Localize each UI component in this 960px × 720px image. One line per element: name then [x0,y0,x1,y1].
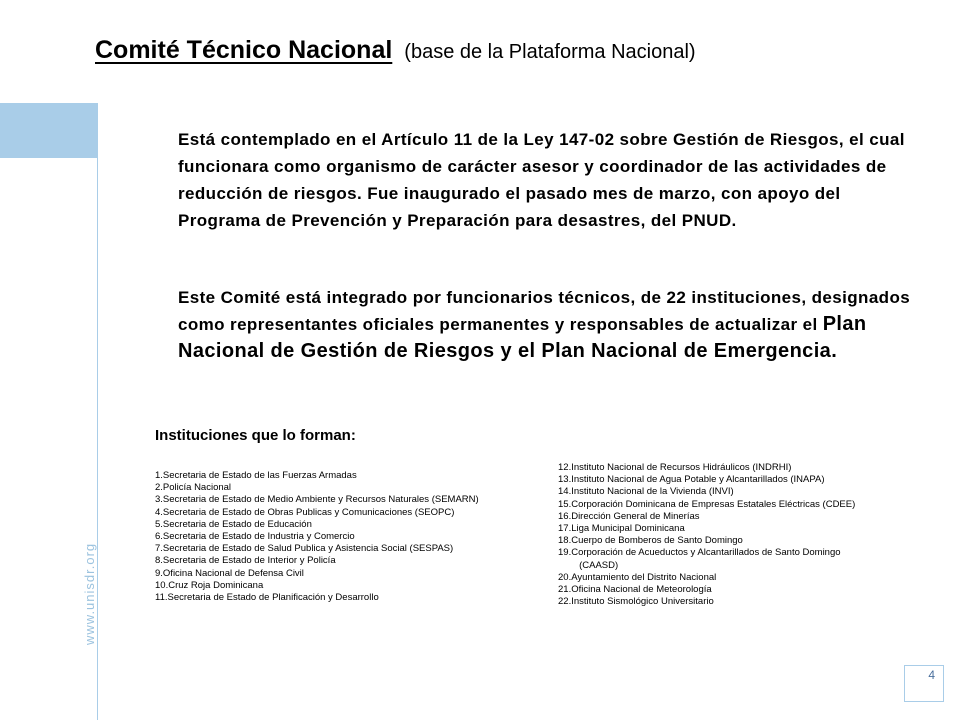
list-item: 14.Instituto Nacional de la Vivienda (INVI) [558,486,734,498]
institutions-heading: Instituciones que lo forman: [155,427,356,444]
page-number-box [904,665,944,702]
list-item: 5.Secretaria de Estado de Educación [155,518,312,530]
list-item: 16.Dirección General de Minerías [558,510,700,522]
paragraph-2-emphasis: Plan Nacional de Gestión de Riesgos y el Plan Nacional de Emergencia [178,313,867,362]
list-item: 9.Oficina Nacional de Defensa Civil [155,567,304,579]
list-item: 4.Secretaria de Estado de Obras Publicas y Comunicaciones (SEOPC) [155,506,455,518]
paragraph-1: Está contemplado en el Artículo 11 de la Ley 147-02 sobre Gestión de Riesgos, el cual funcionara como organismo de carácter asesor y coordinador de las actividades de reducción de riesgos. Fue inaugurado el pasado mes de marzo, con apoyo del Programa de Prevención y Preparación para desastres, del PNUD. [178,130,905,230]
page-number: 4 [928,668,935,682]
title-main: Comité Técnico Nacional [95,36,393,64]
list-item: 11.Secretaria de Estado de Planificación y Desarrollo [155,592,379,604]
list-item: 17.Liga Municipal Dominicana [558,523,685,535]
title-subtitle: (base de la Plataforma Nacional) [404,41,696,63]
list-item: 18.Cuerpo de Bomberos de Santo Domingo [558,535,743,547]
list-item: 15.Corporación Dominicana de Empresas Estatales Eléctricas (CDEE) [558,498,856,510]
side-url: www.unisdr.org [82,542,97,645]
list-item: (CAASD) [558,559,619,571]
institutions-list-right [558,462,938,608]
list-item: 21.Oficina Nacional de Meteorología [558,584,712,596]
list-item: 10.Cruz Roja Dominicana [155,579,264,591]
paragraph-2-text: Este Comité está integrado por funcionarios técnicos, de 22 instituciones, designados como representantes oficiales permanentes y responsables de actualizar el [178,288,911,334]
list-item: 2.Policía Nacional [155,482,232,494]
list-item: 20.Ayuntamiento del Distrito Nacional [558,571,717,583]
list-item: 19.Corporación de Acueductos y Alcantarillados de Santo Domingo [558,547,841,559]
list-item: 7.Secretaria de Estado de Salud Publica y Asistencia Social (SESPAS) [155,543,454,555]
list-item: 8.Secretaria de Estado de Interior y Policía [155,555,336,567]
slide-title [95,36,696,65]
institutions-list-left [155,470,535,604]
list-item: 6.Secretaria de Estado de Industria y Comercio [155,531,355,543]
list-item: 13.Instituto Nacional de Agua Potable y Alcantarillados (INAPA) [558,474,825,486]
paragraph-2 [178,284,918,365]
list-item: 1.Secretaria de Estado de las Fuerzas Armadas [155,470,357,481]
vertical-divider [97,103,98,720]
paragraph-2-end: . [831,340,838,362]
list-item: 3.Secretaria de Estado de Medio Ambiente y Recursos Naturales (SEMARN) [155,494,479,506]
list-item: 12.Instituto Nacional de Recursos Hidráulicos (INDRHI) [558,462,792,473]
accent-block [0,103,97,158]
list-item: 22.Instituto Sismológico Universitario [558,596,714,608]
